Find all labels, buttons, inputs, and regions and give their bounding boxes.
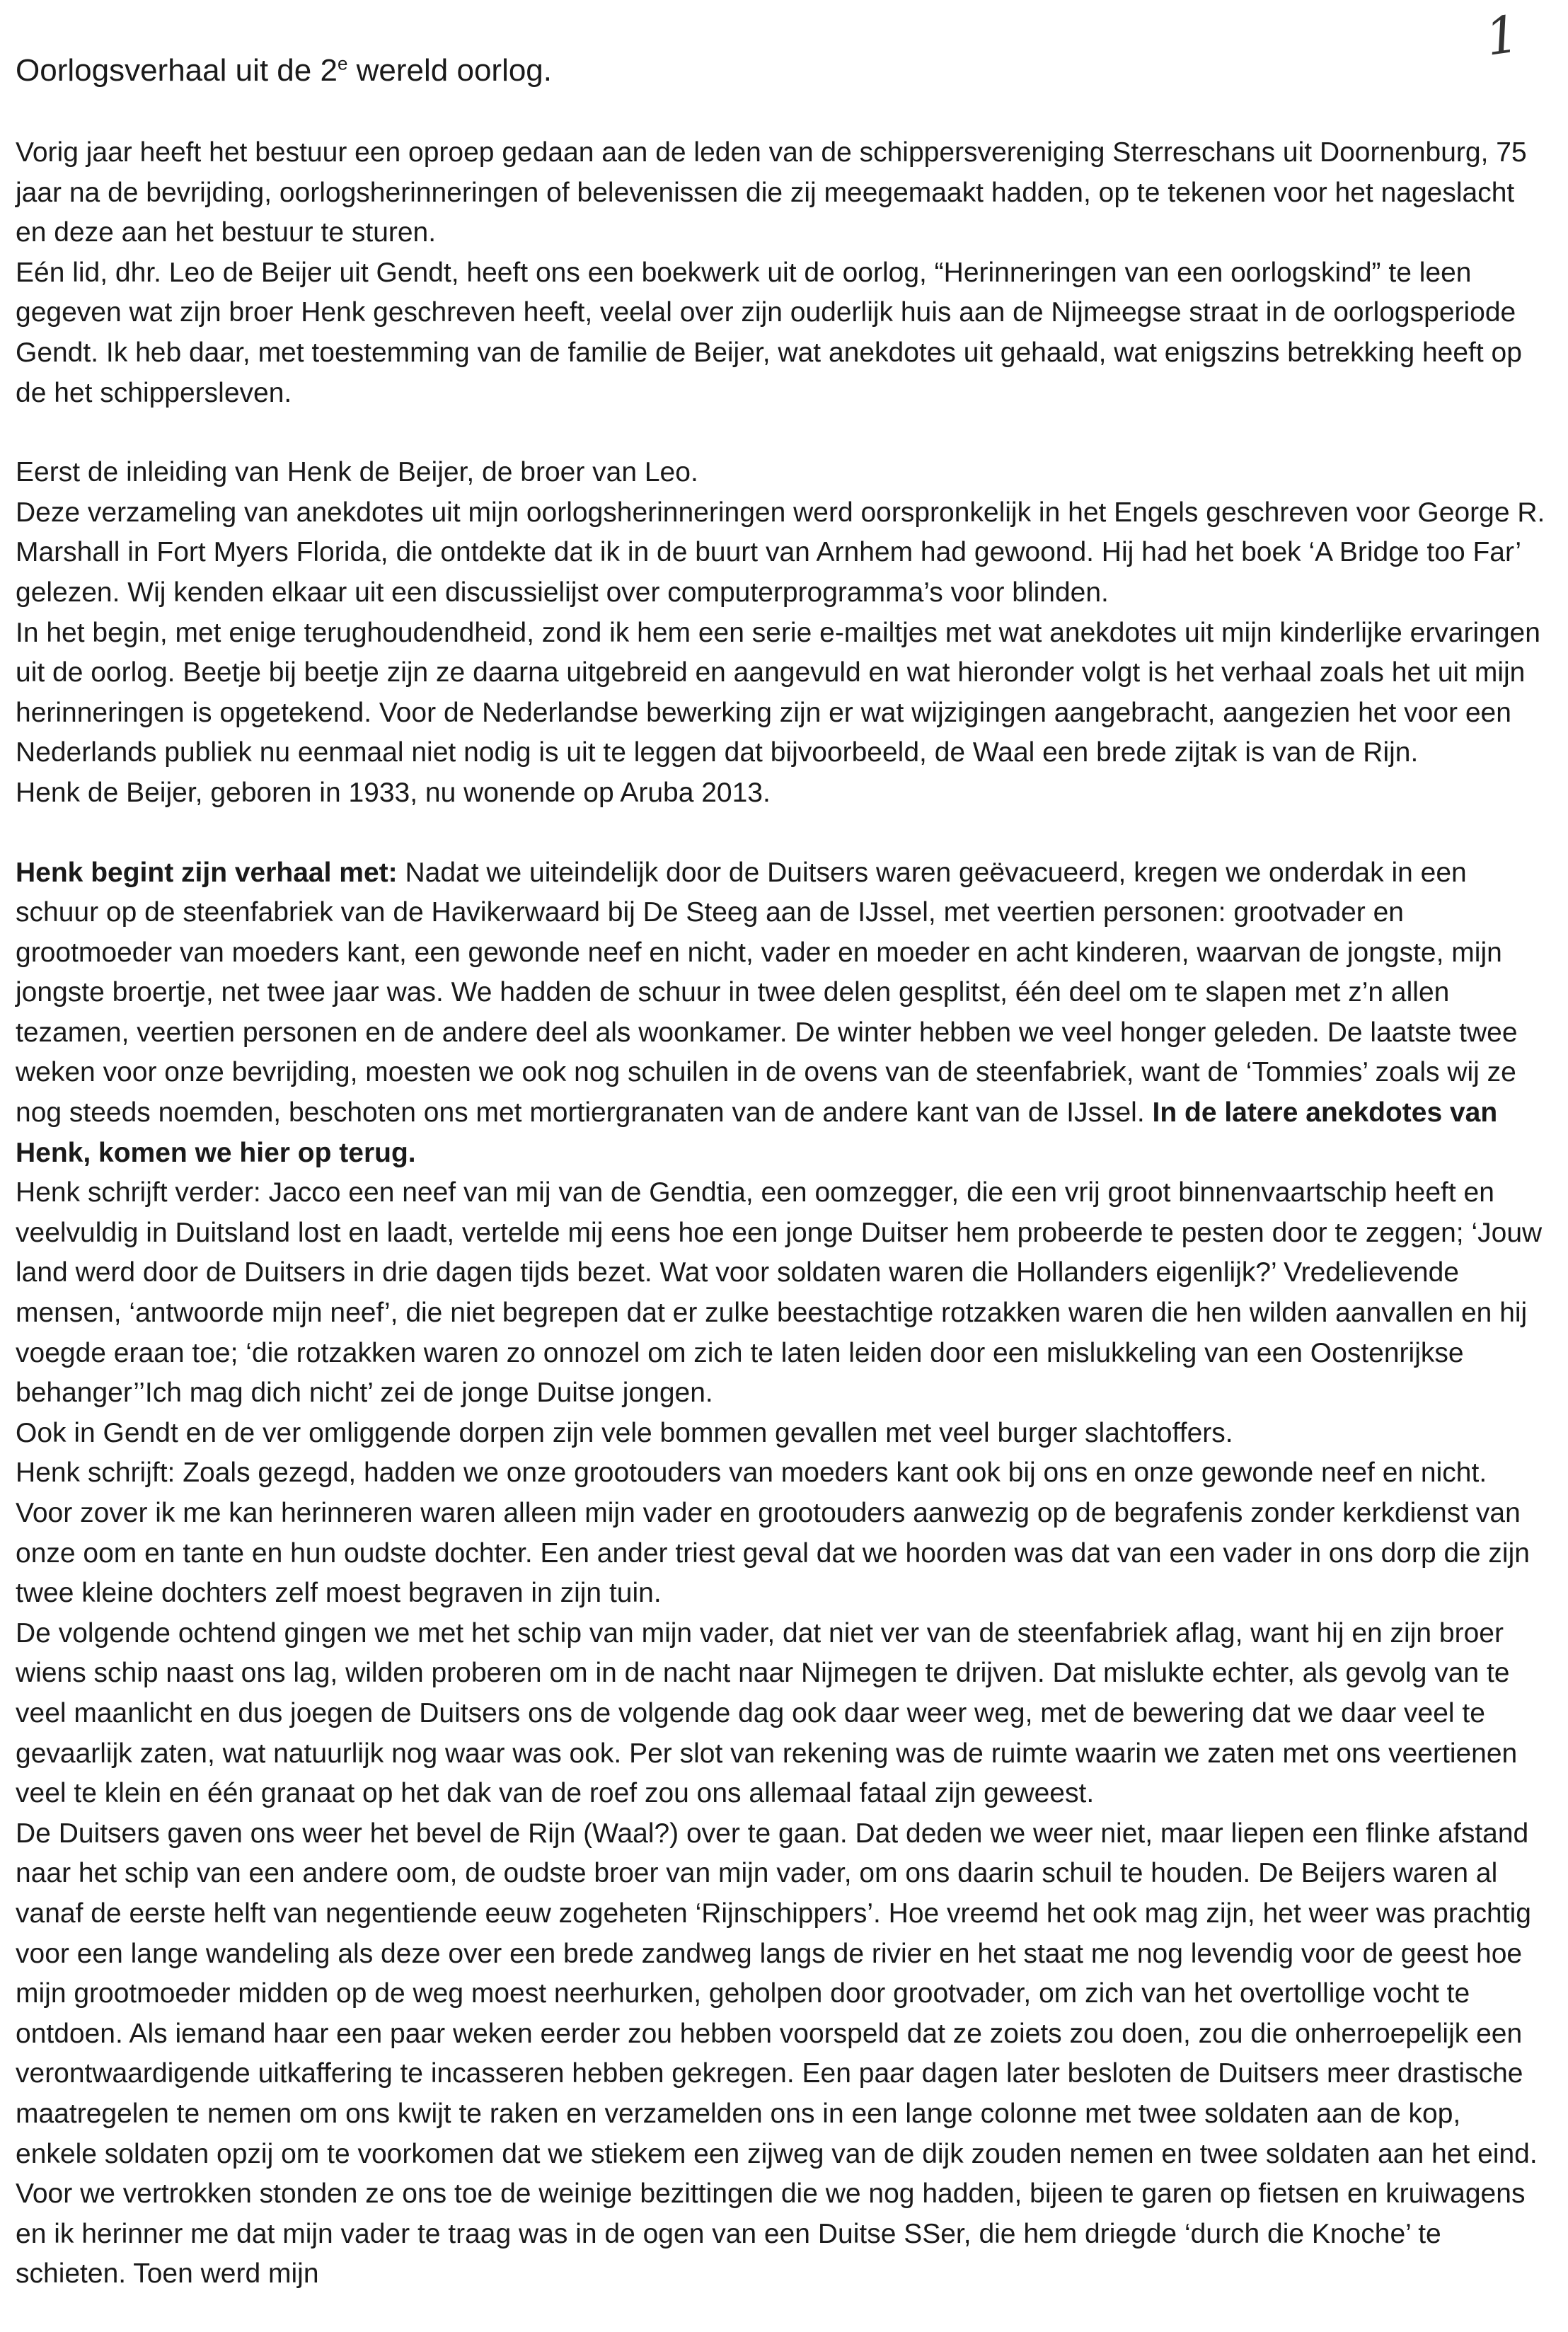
henk-begint-closing: In de latere anekdotes van Henk, komen we hier op terug. — [16, 1097, 1498, 1168]
paragraph-volgende-ochtend: De volgende ochtend gingen we met het schip van mijn vader, dat niet ver van de steenfabriek aflag, want hij en zijn broer wiens schip naast ons lag, wilden proberen om in de nacht naar Nijmegen te drijven. Dat mislukte echter, als gevolg van te veel maanlicht en dus joegen de Duitsers ons de volgende dag ook daar weer weg, met de bewering dat we daar veel te gevaarlijk zaten, wat natuurlijk nog waar was ook. Per slot van rekening was de ruimte waarin we zaten met ons veertienen veel te klein en één granaat op het dak van de roef zou ons allemaal fataal zijn geweest. — [16, 1617, 1518, 1809]
henk-begint-body: Nadat we uiteindelijk door de Duitsers waren geëvacueerd, kregen we onderdak in een schuur op de steenfabriek van de Havikerwaard bij De Steeg aan de IJssel, met veertien personen: grootvader en grootmoeder van moeders kant, een gewonde neef en nicht, vader en moeder en acht kinderen, waarvan de jongste, mijn jongste broertje, net twee jaar was. We hadden de schuur in twee delen gesplitst, één deel om te slapen met z’n allen tezamen, veertien personen en de andere deel als woonkamer. De winter hebben we veel honger geleden. De laatste twee weken voor onze bevrijding, moesten we ook nog schuilen in de ovens van de steenfabriek, want de ‘Tommies’ zoals wij ze nog steeds noemden, beschoten ons met mortiergranaten van de andere kant van de IJssel. — [16, 857, 1518, 1129]
henk-begint-lead: Henk begint zijn verhaal met: — [16, 857, 398, 888]
paragraph-begin: In het begin, met enige terughoudendheid, zond ik hem een serie e-mailtjes met wat anekdotes uit mijn kinderlijke ervaringen uit de oorlog. Beetje bij beetje zijn ze daarna uitgebreid en aangevuld en wat hieronder volgt is het verhaal zoals het uit mijn herinneringen is opgetekend. Voor de Nederlandse bewerking zijn er wat wijzigingen aangebracht, aangezien het voor een Nederlands publiek nu eenmaal niet nodig is uit te leggen dat bijvoorbeeld, de Waal een brede zijtak is van de Rijn. — [16, 617, 1540, 768]
document-title — [16, 51, 1547, 91]
paragraph-boekwerk: Eén lid, dhr. Leo de Beijer uit Gendt, heeft ons een boekwerk uit de oorlog, “Herinneringen van een oorlogskind” te leen gegeven wat zijn broer Henk geschreven heeft, veelal over zijn ouderlijk huis aan de Nijmeegse straat in de oorlogsperiode Gendt. Ik heb daar, met toestemming van de familie de Beijer, wat anekdotes uit gehaald, wat enigszins betrekking heeft op de het schippersleven. — [16, 257, 1522, 408]
paragraph-grootouders: Henk schrijft: Zoals gezegd, hadden we onze grootouders van moeders kant ook bij ons en onze gewonde neef en nicht. Voor zover ik me kan herinneren waren alleen mijn vader en grootouders aanwezig op de begrafenis zonder kerkdienst van onze oom en tante en hun oudste dochter. Een ander triest geval dat we hoorden was dat van een vader in ons dorp die zijn twee kleine dochters zelf moest begraven in zijn tuin. — [16, 1458, 1530, 1609]
paragraph-henk-begint — [16, 853, 1547, 1174]
page-number: 1 — [1482, 4, 1523, 67]
paragraph-inleiding-heading: Eerst de inleiding van Henk de Beijer, de broer van Leo. — [16, 457, 698, 488]
title-text-post: wereld oorlog. — [347, 53, 553, 88]
title-text-pre: Oorlogsverhaal uit de 2 — [16, 53, 338, 88]
title-superscript: e — [337, 52, 348, 74]
paragraph-duitsers-bevel: De Duitsers gaven ons weer het bevel de Rijn (Waal?) over te gaan. Dat deden we weer niet, maar liepen een flinke afstand naar het schip van een andere oom, de oudste broer van mijn vader, om ons daarin schuil te houden. De Beijers waren al vanaf de eerste helft van negentiende eeuw zogeheten ‘Rijnschippers’. Hoe vreemd het ook mag zijn, het weer was prachtig voor een lange wandeling als deze over een brede zandweg langs de rivier en het staat me nog levendig voor de geest hoe mijn grootmoeder midden op de weg moest neerhurken, geholpen door grootvader, om zich van het overtollige vocht te ontdoen. Als iemand haar een paar weken eerder zou hebben voorspeld dat ze zoiets zou doen, zou die onherroepelijk een verontwaardigende uitkaffering te incasseren hebben gekregen. Een paar dagen later besloten de Duitsers meer drastische maatregelen te nemen om ons kwijt te raken en verzamelden ons in een lange colonne met twee soldaten aan de kop, enkele soldaten opzij om te voorkomen dat we stiekem een zijweg van de dijk zouden nemen en twee soldaten aan het eind. Voor we vertrokken stonden ze ons toe de weinige bezittingen die we nog hadden, bijeen te garen op fietsen en kruiwagens en ik herinner me dat mijn vader te traag was in de ogen van een Duitse SSer, die hem driegde ‘durch die Knoche’ te schieten. Toen werd mijn — [16, 1818, 1538, 2290]
paragraph-verzameling: Deze verzameling van anekdotes uit mijn oorlogsherinneringen werd oorspronkelijk in het Engels geschreven voor George R. Marshall in Fort Myers Florida, die ontdekte dat ik in de buurt van Arnhem had gewoond. Hij had het boek ‘A Bridge too Far’ gelezen. Wij kenden elkaar uit een discussielijst over computerprogramma’s voor blinden. — [16, 497, 1545, 608]
paragraph-bommen: Ook in Gendt en de ver omliggende dorpen zijn vele bommen gevallen met veel burger slachtoffers. — [16, 1417, 1233, 1448]
paragraph-oproep: Vorig jaar heeft het bestuur een oproep gedaan aan de leden van de schippersvereniging Sterreschans uit Doornenburg, 75 jaar na de bevrijding, oorlogsherinneringen of belevenissen die zij meegemaakt hadden, op te tekenen voor het nageslacht en deze aan het bestuur te sturen. — [16, 137, 1527, 248]
paragraph-gap — [16, 413, 1547, 453]
paragraph-signature-line: Henk de Beijer, geboren in 1933, nu wonende op Aruba 2013. — [16, 777, 771, 808]
paragraph-gap — [16, 814, 1547, 853]
paragraph-jacco: Henk schrijft verder: Jacco een neef van mij van de Gendtia, een oomzegger, die een vrij groot binnenvaartschip heeft en veelvuldig in Duitsland lost en laadt, vertelde mij eens hoe een jonge Duitser hem probeerde te pesten door te zeggen; ‘Jouw land werd door de Duitsers in drie dagen tijds bezet. Wat voor soldaten waren die Hollanders eigenlijk?’ Vredelievende mensen, ‘antwoorde mijn neef’, die niet begrepen dat er zulke beestachtige rotzakken waren die hen wilden aanvallen en hij voegde eraan toe; ‘die rotzakken waren zo onnozel om zich te laten leiden door een mislukkeling van een Oostenrijkse behanger’’Ich mag dich nicht’ zei de jonge Duitse jongen. — [16, 1177, 1543, 1409]
